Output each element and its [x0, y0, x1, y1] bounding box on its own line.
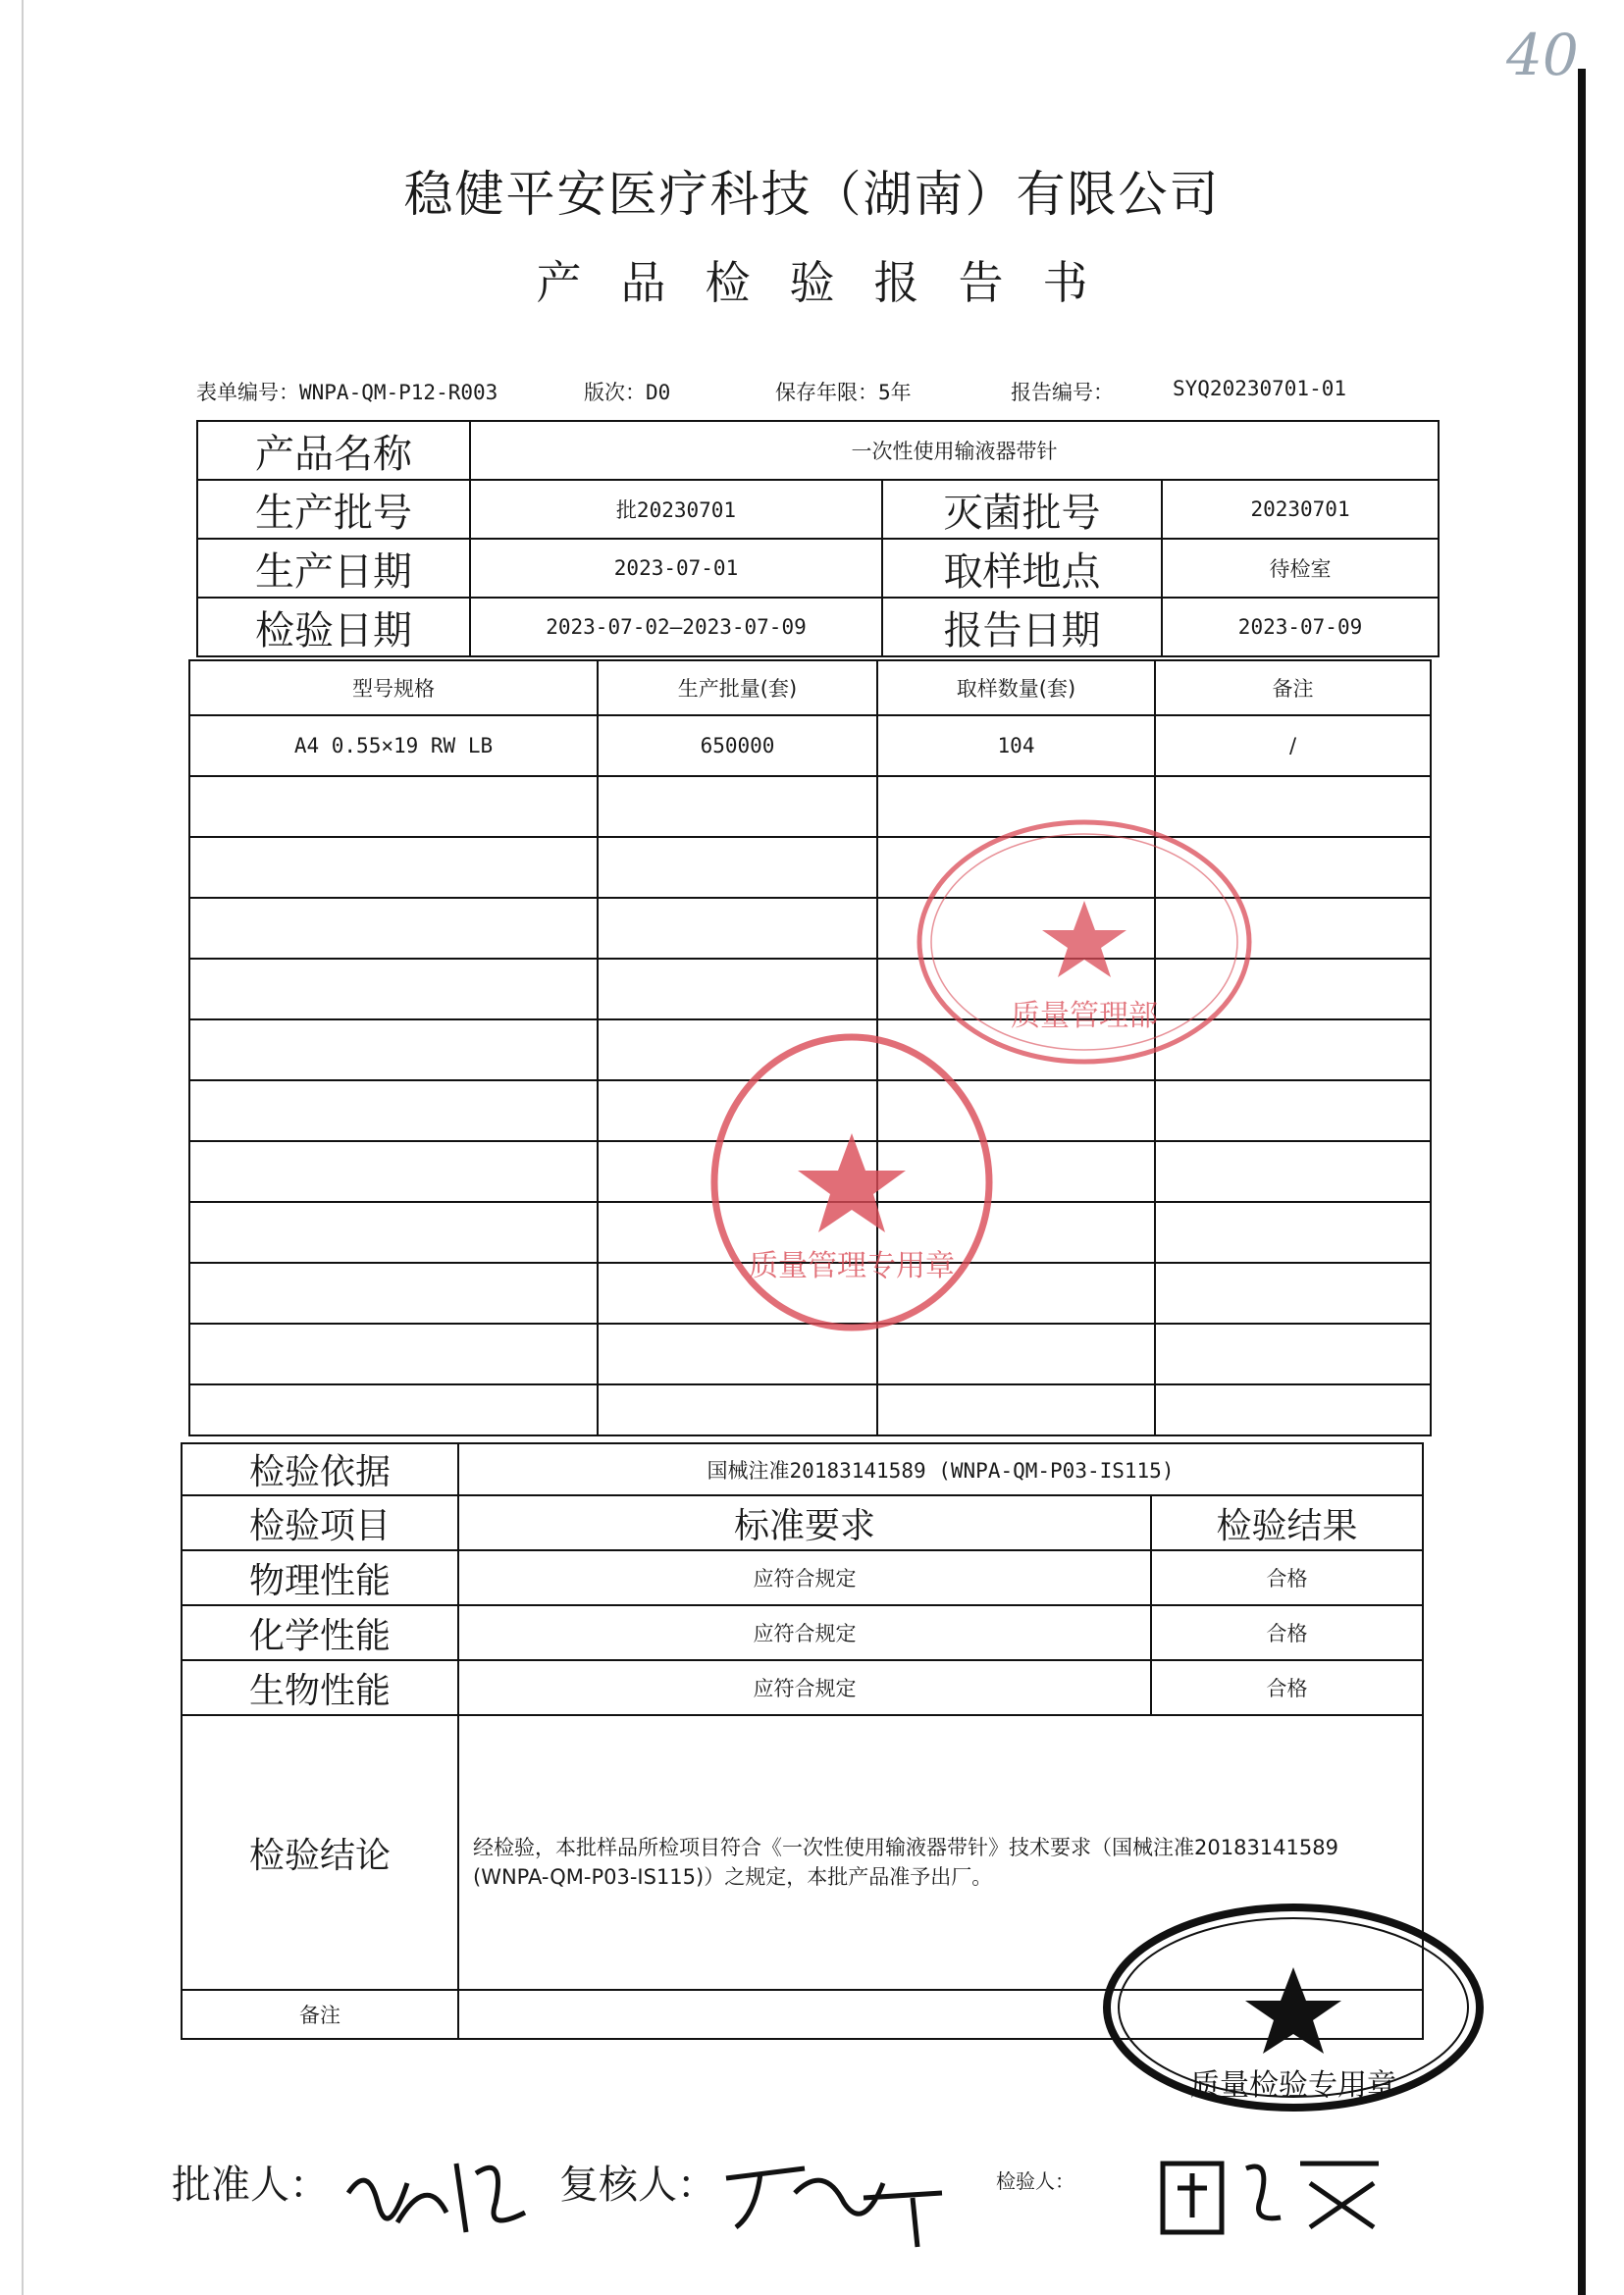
- standard-header: 标准要求: [458, 1495, 1151, 1550]
- conclusion-text: 经检验，本批样品所检项目符合《一次性使用输液器带针》技术要求（国械注准20183141589 (WNPA-QM-P03-IS115)）之规定，本批产品准予出厂。: [458, 1715, 1423, 1990]
- inspector-signature: [1153, 2144, 1388, 2242]
- revision: 版次：D0: [584, 381, 671, 404]
- inspection-date-label: 检验日期: [197, 598, 470, 656]
- product-name-value: 一次性使用输液器带针: [470, 421, 1439, 480]
- table-row: [189, 1263, 1431, 1324]
- basis-value: 国械注准20183141589 (WNPA-QM-P03-IS115): [458, 1443, 1423, 1495]
- spec-cell-batch-size: 650000: [598, 715, 877, 776]
- item-result: 合格: [1151, 1605, 1423, 1660]
- item-standard: 应符合规定: [458, 1550, 1151, 1605]
- item-standard: 应符合规定: [458, 1605, 1151, 1660]
- svg-text:质量管理部: 质量管理部: [1011, 999, 1158, 1033]
- inspection-date-value: 2023-07-02—2023-07-09: [470, 598, 882, 656]
- table-row: [189, 1019, 1431, 1080]
- report-number-label: 报告编号：: [1011, 381, 1114, 404]
- signature-line: [172, 2144, 1447, 2252]
- approver-signature: [339, 2144, 535, 2242]
- remark-label: 备注: [182, 1990, 458, 2039]
- document-title: 产品检验报告书: [536, 256, 1127, 309]
- svg-text:质量管理专用章: 质量管理专用章: [749, 1249, 955, 1283]
- table-row: [189, 1141, 1431, 1202]
- items-label: 检验项目: [182, 1495, 458, 1550]
- spec-header-model: 型号规格: [189, 660, 598, 715]
- table-row: [182, 1550, 1423, 1605]
- table-row: [189, 1384, 1431, 1435]
- sterile-batch-value: 20230701: [1162, 480, 1439, 539]
- retention-period: 保存年限：5年: [775, 381, 912, 404]
- spec-header-batch-size: 生产批量(套): [598, 660, 877, 715]
- table-row: [189, 1324, 1431, 1384]
- reviewer-label: 复核人：: [559, 2163, 716, 2208]
- report-number: SYQ20230701-01: [1173, 377, 1347, 400]
- report-date-label: 报告日期: [882, 598, 1162, 656]
- spec-cell-sample-qty: 104: [877, 715, 1155, 776]
- spec-header-sample-qty: 取样数量(套): [877, 660, 1155, 715]
- form-number: 表单编号：WNPA-QM-P12-R003: [196, 381, 498, 404]
- spec-cell-remark: /: [1155, 715, 1431, 776]
- inspection-table: [181, 1442, 1424, 2040]
- table-row: [189, 898, 1431, 959]
- sample-place-label: 取样地点: [882, 539, 1162, 598]
- table-row: [189, 1202, 1431, 1263]
- sample-place-value: 待检室: [1162, 539, 1439, 598]
- table-row: [182, 1605, 1423, 1660]
- product-name-label: 产品名称: [197, 421, 470, 480]
- sterile-batch-label: 灭菌批号: [882, 480, 1162, 539]
- batch-label: 生产批号: [197, 480, 470, 539]
- report-date-value: 2023-07-09: [1162, 598, 1439, 656]
- table-row: [189, 1080, 1431, 1141]
- item-result: 合格: [1151, 1660, 1423, 1715]
- table-row: [189, 959, 1431, 1019]
- corner-handwritten-note: 40: [1506, 22, 1579, 88]
- spec-table: [188, 659, 1432, 1436]
- item-name: 物理性能: [182, 1550, 458, 1605]
- reviewer-signature: [716, 2144, 952, 2252]
- item-name: 化学性能: [182, 1605, 458, 1660]
- production-date-value: 2023-07-01: [470, 539, 882, 598]
- result-header: 检验结果: [1151, 1495, 1423, 1550]
- table-row: [182, 1660, 1423, 1715]
- company-name: 稳健平安医疗科技（湖南）有限公司: [403, 166, 1221, 223]
- inspector-label: 检验人：: [996, 2169, 1074, 2193]
- spec-header-remark: 备注: [1155, 660, 1431, 715]
- product-info-table: [196, 420, 1440, 657]
- basis-label: 检验依据: [182, 1443, 458, 1495]
- svg-text:质量检验专用章: 质量检验专用章: [1190, 2068, 1396, 2103]
- table-row: [189, 837, 1431, 898]
- item-name: 生物性能: [182, 1660, 458, 1715]
- remark-value: [458, 1990, 1423, 2039]
- batch-value: 批20230701: [470, 480, 882, 539]
- scan-edge-left: [22, 0, 24, 2295]
- item-standard: 应符合规定: [458, 1660, 1151, 1715]
- approver-label: 批准人：: [172, 2163, 329, 2208]
- spec-cell-model: A4 0.55×19 RW LB: [189, 715, 598, 776]
- conclusion-label: 检验结论: [182, 1715, 458, 1990]
- scan-edge-right: [1578, 69, 1586, 2295]
- production-date-label: 生产日期: [197, 539, 470, 598]
- table-row: [189, 776, 1431, 837]
- item-result: 合格: [1151, 1550, 1423, 1605]
